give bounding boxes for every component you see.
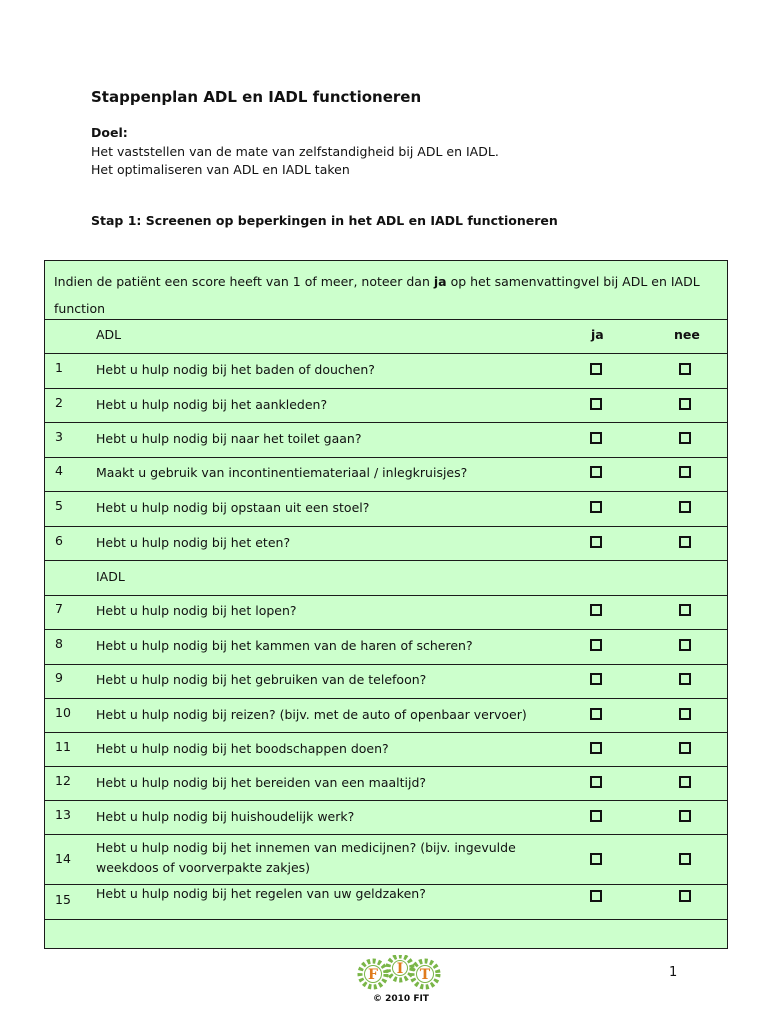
checkbox-square-icon bbox=[679, 466, 691, 478]
table-intro bbox=[54, 268, 714, 322]
question-text: Hebt u hulp nodig bij het gebruiken van de telefoon? bbox=[96, 672, 427, 687]
question-number: 8 bbox=[55, 636, 63, 651]
checkbox-nee[interactable] bbox=[679, 501, 691, 513]
question-text: Hebt u hulp nodig bij reizen? (bijv. met de auto of openbaar vervoer) bbox=[96, 707, 527, 722]
checkbox-ja[interactable] bbox=[590, 853, 602, 865]
step-heading: Stap 1: Screenen op beperkingen in het ADL en IADL functioneren bbox=[91, 213, 558, 228]
question-text: Hebt u hulp nodig bij het aankleden? bbox=[96, 397, 328, 412]
checkbox-square-icon bbox=[679, 742, 691, 754]
checkbox-square-icon bbox=[590, 604, 602, 616]
question-number: 13 bbox=[55, 807, 71, 822]
checkbox-square-icon bbox=[679, 536, 691, 548]
checkbox-nee[interactable] bbox=[679, 742, 691, 754]
doel-line-1: Het vaststellen van de mate van zelfstandigheid bij ADL en IADL. bbox=[91, 144, 499, 159]
question-number: 6 bbox=[55, 533, 63, 548]
checkbox-square-icon bbox=[590, 853, 602, 865]
question-number: 14 bbox=[55, 851, 71, 866]
question-text: Hebt u hulp nodig bij het kammen van de haren of scheren? bbox=[96, 638, 473, 653]
table-rule bbox=[44, 353, 728, 354]
checkbox-square-icon bbox=[590, 673, 602, 685]
intro-text-bold: ja bbox=[433, 274, 447, 289]
table-rule bbox=[44, 388, 728, 389]
table-rule bbox=[44, 629, 728, 630]
question-number: 11 bbox=[55, 739, 71, 754]
question-text: Hebt u hulp nodig bij het bereiden van een maaltijd? bbox=[96, 775, 427, 790]
checkbox-ja[interactable] bbox=[590, 466, 602, 478]
checkbox-nee[interactable] bbox=[679, 398, 691, 410]
column-header-ja: ja bbox=[591, 327, 604, 342]
table-rule bbox=[44, 491, 728, 492]
question-text: Hebt u hulp nodig bij het boodschappen doen? bbox=[96, 741, 389, 756]
question-text: Hebt u hulp nodig bij het regelen van uw geldzaken? bbox=[96, 886, 426, 901]
checkbox-square-icon bbox=[679, 776, 691, 788]
fit-logo bbox=[355, 955, 445, 997]
question-number: 15 bbox=[55, 892, 71, 907]
checkbox-square-icon bbox=[590, 708, 602, 720]
checkbox-ja[interactable] bbox=[590, 776, 602, 788]
checkbox-square-icon bbox=[590, 810, 602, 822]
table-rule bbox=[44, 319, 728, 320]
question-number: 12 bbox=[55, 773, 71, 788]
question-text: Hebt u hulp nodig bij het baden of douchen? bbox=[96, 362, 375, 377]
question-number: 2 bbox=[55, 395, 63, 410]
checkbox-square-icon bbox=[590, 363, 602, 375]
checkbox-square-icon bbox=[679, 673, 691, 685]
page-number: 1 bbox=[669, 965, 678, 980]
checkbox-square-icon bbox=[679, 639, 691, 651]
table-rule bbox=[44, 526, 728, 527]
section-label-iadl: IADL bbox=[96, 569, 125, 584]
checkbox-ja[interactable] bbox=[590, 708, 602, 720]
logo-letter-t: T bbox=[419, 967, 431, 983]
copyright: © 2010 FIT bbox=[373, 994, 429, 1004]
checkbox-nee[interactable] bbox=[679, 890, 691, 902]
section-label-adl: ADL bbox=[96, 327, 122, 342]
checkbox-ja[interactable] bbox=[590, 639, 602, 651]
checkbox-ja[interactable] bbox=[590, 432, 602, 444]
question-text: Hebt u hulp nodig bij naar het toilet gaan? bbox=[96, 431, 362, 446]
checkbox-square-icon bbox=[590, 536, 602, 548]
checkbox-nee[interactable] bbox=[679, 604, 691, 616]
page-title: Stappenplan ADL en IADL functioneren bbox=[91, 88, 422, 106]
checkbox-nee[interactable] bbox=[679, 363, 691, 375]
checkbox-nee[interactable] bbox=[679, 776, 691, 788]
table-rule bbox=[44, 422, 728, 423]
checkbox-square-icon bbox=[679, 810, 691, 822]
question-number: 3 bbox=[55, 429, 63, 444]
checkbox-square-icon bbox=[590, 639, 602, 651]
checkbox-square-icon bbox=[679, 708, 691, 720]
question-text: Hebt u hulp nodig bij het eten? bbox=[96, 535, 291, 550]
table-rule bbox=[44, 800, 728, 801]
checkbox-square-icon bbox=[590, 890, 602, 902]
checkbox-square-icon bbox=[679, 501, 691, 513]
checkbox-square-icon bbox=[679, 604, 691, 616]
column-header-nee: nee bbox=[674, 327, 700, 342]
checkbox-ja[interactable] bbox=[590, 810, 602, 822]
checkbox-square-icon bbox=[590, 398, 602, 410]
table-rule bbox=[44, 664, 728, 665]
table-rule bbox=[44, 560, 728, 561]
checkbox-ja[interactable] bbox=[590, 673, 602, 685]
checkbox-square-icon bbox=[679, 853, 691, 865]
checkbox-square-icon bbox=[590, 776, 602, 788]
checkbox-ja[interactable] bbox=[590, 398, 602, 410]
table-rule bbox=[44, 595, 728, 596]
checkbox-square-icon bbox=[679, 398, 691, 410]
doel-line-2: Het optimaliseren van ADL en IADL taken bbox=[91, 162, 350, 177]
question-number: 10 bbox=[55, 705, 71, 720]
checkbox-ja[interactable] bbox=[590, 890, 602, 902]
logo-letter-f: F bbox=[368, 967, 378, 983]
checkbox-nee[interactable] bbox=[679, 466, 691, 478]
question-number: 9 bbox=[55, 670, 63, 685]
checkbox-ja[interactable] bbox=[590, 536, 602, 548]
intro-text-before: Indien de patiënt een score heeft van 1 of meer, noteer dan bbox=[54, 274, 434, 289]
table-rule bbox=[44, 834, 728, 835]
table-rule bbox=[44, 766, 728, 767]
checkbox-square-icon bbox=[679, 363, 691, 375]
checkbox-square-icon bbox=[679, 890, 691, 902]
table-rule bbox=[44, 732, 728, 733]
question-text: Hebt u hulp nodig bij huishoudelijk werk? bbox=[96, 809, 355, 824]
checkbox-square-icon bbox=[590, 466, 602, 478]
question-number: 5 bbox=[55, 498, 63, 513]
checkbox-nee[interactable] bbox=[679, 536, 691, 548]
checkbox-square-icon bbox=[590, 432, 602, 444]
table-rule bbox=[44, 919, 728, 920]
checkbox-nee[interactable] bbox=[679, 673, 691, 685]
checkbox-square-icon bbox=[590, 501, 602, 513]
question-text: Hebt u hulp nodig bij opstaan uit een stoel? bbox=[96, 500, 370, 515]
checkbox-nee[interactable] bbox=[679, 853, 691, 865]
table-rule bbox=[44, 698, 728, 699]
checkbox-nee[interactable] bbox=[679, 810, 691, 822]
question-number: 7 bbox=[55, 601, 63, 616]
doel-label: Doel: bbox=[91, 125, 128, 140]
checkbox-square-icon bbox=[590, 742, 602, 754]
question-number: 1 bbox=[55, 360, 63, 375]
checkbox-nee[interactable] bbox=[679, 639, 691, 651]
checkbox-ja[interactable] bbox=[590, 604, 602, 616]
checkbox-ja[interactable] bbox=[590, 742, 602, 754]
checkbox-nee[interactable] bbox=[679, 432, 691, 444]
logo-letter-i: I bbox=[396, 961, 404, 977]
question-text: Maakt u gebruik van incontinentiemateriaal / inlegkruisjes? bbox=[96, 465, 468, 480]
checkbox-square-icon bbox=[679, 432, 691, 444]
table-rule bbox=[44, 457, 728, 458]
checkbox-nee[interactable] bbox=[679, 708, 691, 720]
checkbox-ja[interactable] bbox=[590, 363, 602, 375]
question-text: Hebt u hulp nodig bij het innemen van medicijnen? (bijv. ingevulde weekdoos of voorverpakte zakjes) bbox=[96, 840, 516, 875]
checkbox-ja[interactable] bbox=[590, 501, 602, 513]
question-number: 4 bbox=[55, 463, 63, 478]
intro-text-after: op het samenvattingvel bij ADL en IADL function bbox=[54, 274, 700, 316]
question-text: Hebt u hulp nodig bij het lopen? bbox=[96, 603, 297, 618]
